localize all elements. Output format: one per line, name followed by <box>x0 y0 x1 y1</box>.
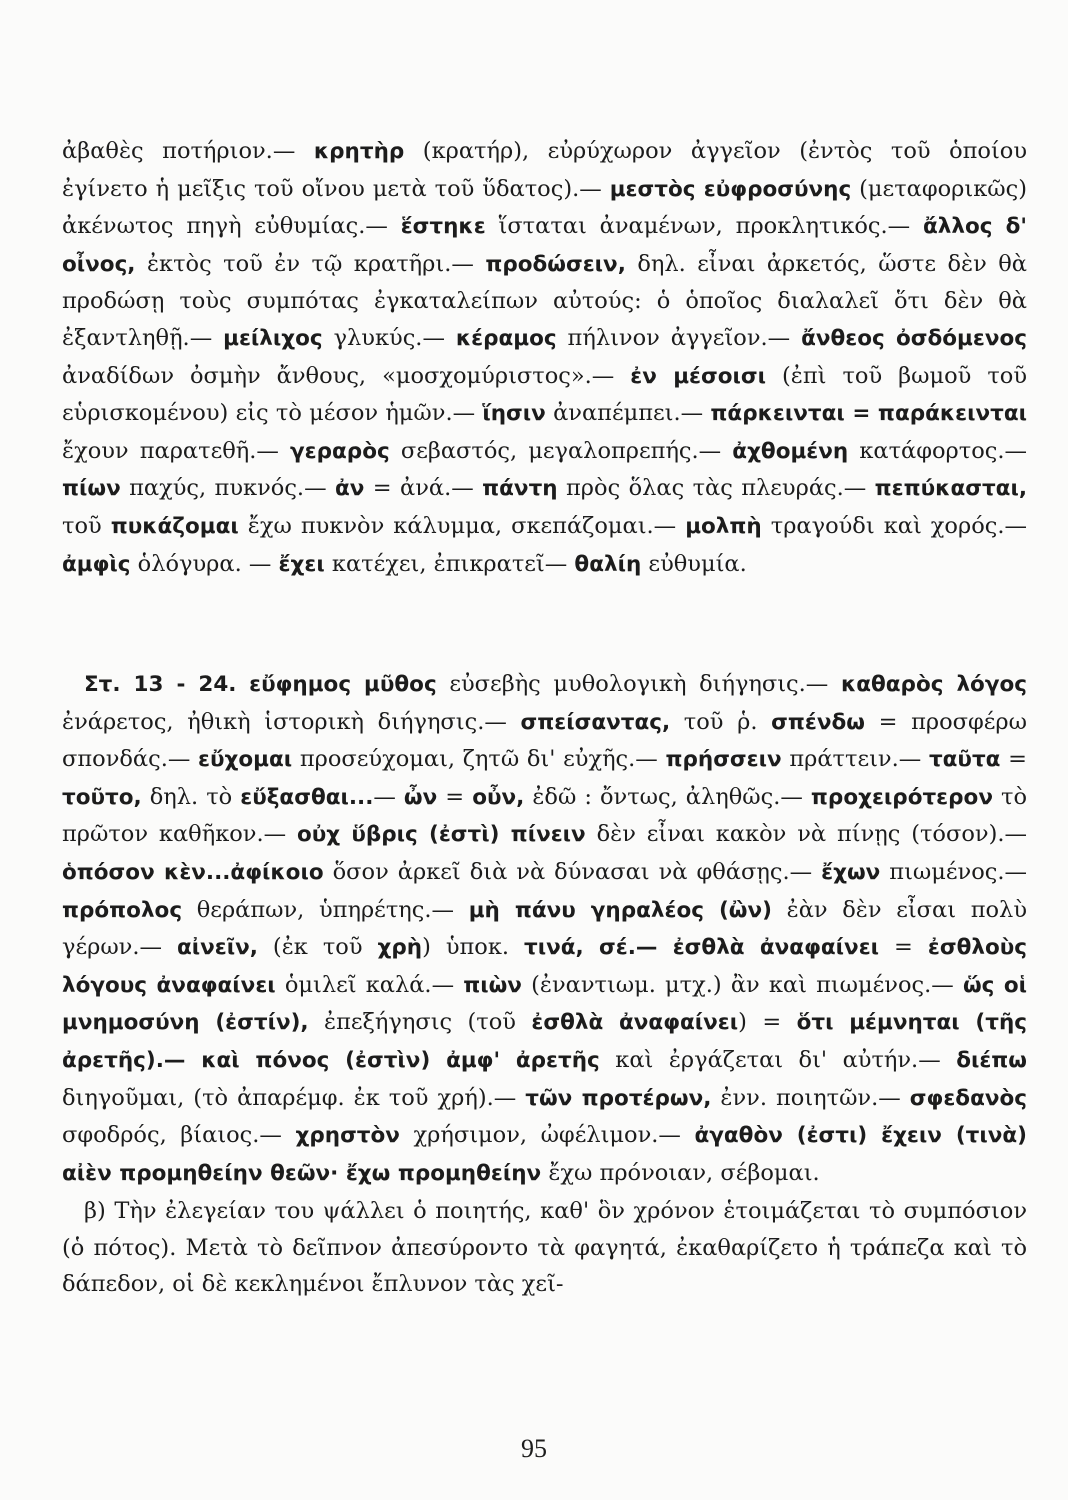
gloss-text: ἵσταται ἀναμένων, προκλητικός.— <box>485 213 923 240</box>
headword: χρηστὸν <box>295 1123 400 1149</box>
headword: ταῦτα <box>928 747 1001 773</box>
headword: ἵησιν <box>482 401 546 427</box>
headword: ὁπόσον κὲν...ἀφίκοιο <box>62 859 324 885</box>
headword: ἔχει <box>278 551 325 577</box>
headword: πρήσσειν <box>665 747 782 773</box>
headword: μὴ πάνυ γηραλέος (ὢν) <box>468 897 772 923</box>
gloss-text: δηλ. τὸ <box>141 783 241 810</box>
gloss-text: τοῦ <box>62 512 111 539</box>
headword: οὖν, <box>472 784 525 810</box>
headword: τῶν προτέρων, <box>525 1085 712 1111</box>
gloss-text: σεβαστός, μεγαλοπρεπής.— <box>389 437 733 464</box>
headword: τινά, σέ.— ἐσθλὰ ἀναφαίνει <box>524 935 880 961</box>
gloss-text: ἐνάρετος, ἠθικὴ ἱστορικὴ διήγησις.— <box>62 708 521 735</box>
glossary-paragraph-1 <box>62 133 1027 583</box>
headword: καθαρὸς λόγος <box>840 672 1027 697</box>
headword: εὔξασθαι... <box>240 784 374 810</box>
gloss-text: δηλ. εἶναι ἀρκετός, ὥστε δὲν θὰ προδώσῃ τοὺς συμπότας ἐγκαταλείπων αὐτούς: ὁ ὁποῖος διαλαλεῖ ὅτι δὲν θὰ ἐξαντληθῇ.— <box>62 250 1027 351</box>
paragraph-text <box>62 133 1027 583</box>
headword: θαλίη <box>574 551 642 577</box>
headword: οὐχ ὕβρις (ἐστὶ) πίνειν <box>297 822 586 848</box>
headword: πιὼν <box>463 972 522 998</box>
gloss-text <box>236 671 249 697</box>
headword: διέπω <box>956 1047 1027 1073</box>
gloss-text: τραγούδι καὶ χορός.— <box>761 512 1028 539</box>
gloss-text: πιωμένος.— <box>880 858 1027 885</box>
headword: ἄνθεος ὀσδόμενος <box>801 325 1027 351</box>
headword: ἄλλος δ' οἶνος, <box>62 214 1027 277</box>
headword: ἀν <box>334 476 365 502</box>
gloss-text: δὲν εἶναι κακὸν νὰ πίνῃς (τόσον).— <box>585 821 1027 848</box>
headword: Στ. 13 - 24. <box>84 672 237 697</box>
gloss-text: ὁλόγυρα. — <box>130 550 279 577</box>
headword: ἐν μέσοισι <box>630 363 767 389</box>
headword: ἀγαθὸν (ἐστι) ἔχειν (τινὰ) αἰὲν προμηθείην θεῶν· ἔχω προμηθείην <box>62 1123 1027 1186</box>
paragraph-text <box>62 1193 1027 1303</box>
gloss-text: = <box>1000 746 1027 773</box>
gloss-text: παχύς, πυκνός.— <box>120 475 335 502</box>
paragraph-text <box>62 666 1027 1192</box>
headword: προχειρότερον <box>810 784 993 810</box>
gloss-text: = ἀνά.— <box>364 475 483 502</box>
gloss-text: ἐὰν δὲν εἶσαι πολὺ γέρων.— <box>62 896 1027 961</box>
glossary-paragraph-2 <box>62 666 1027 1192</box>
gloss-text: ἐπεξήγησις (τοῦ <box>308 1009 532 1036</box>
headword: ἐσθλοὺς λόγους ἀναφαίνει <box>62 935 1027 998</box>
headword: σφεδανὸς <box>909 1085 1027 1111</box>
gloss-text: γλυκύς.— <box>322 324 456 351</box>
headword: ἀμφὶς <box>62 551 131 577</box>
gloss-text: θεράπων, ὑπηρέτης.— <box>182 896 469 923</box>
gloss-text: τοῦ ῥ. <box>670 708 772 735</box>
gloss-text: ἔχω πρόνοιαν, σέβομαι. <box>541 1159 820 1186</box>
gloss-text: προσεύχομαι, ζητῶ δι' εὐχῆς.— <box>292 746 666 773</box>
gloss-text: τὸ πρῶτον καθῆκον.— <box>62 783 1028 848</box>
headword: τοῦτο, <box>62 784 142 810</box>
gloss-text: = <box>879 934 928 961</box>
gloss-text: χρήσιμον, ὠφέλιμον.— <box>399 1122 695 1149</box>
gloss-text: πράττειν.— <box>781 746 929 773</box>
gloss-text: κατέχει, ἐπικρατεῖ— <box>324 550 575 577</box>
page-number: 95 <box>521 1434 547 1463</box>
gloss-text: κατάφορτος.— <box>848 437 1028 464</box>
headword: ἔχων <box>821 859 881 885</box>
gloss-text: ἐδῶ : ὄντως, ἀληθῶς.— <box>524 783 811 810</box>
gloss-text: (ἐπὶ τοῦ βωμοῦ τοῦ εὑρισκομένου) εἰς τὸ μέσον ἡμῶν.— <box>62 362 1027 427</box>
headword: μεστὸς εὐφροσύνης <box>609 176 852 202</box>
headword: χρὴ <box>377 935 423 961</box>
gloss-text: β) Τὴν ἐλεγείαν του ψάλλει ὁ ποιητής, καθ' ὃν χρόνον ἑτοιμάζεται τὸ συμπόσιον (ὁ πότος). Μετὰ τὸ δεῖπνον ἀπεσύροντο τὰ φαγητά, ἐκαθαρίζετο ἡ τράπεζα καὶ τὸ δάπεδον, οἱ δὲ κεκλημένοι ἔπλυνον τὰς χεῖ- <box>62 1198 1027 1298</box>
headword: αἰνεῖν, <box>177 935 258 961</box>
gloss-text: (ἐκ τοῦ <box>257 934 378 961</box>
headword: προδώσειν, <box>485 251 626 277</box>
headword: πάντη <box>482 476 558 502</box>
headword: μολπὴ <box>685 513 762 539</box>
gloss-text: ἀβαθὲς ποτήριον.— <box>62 138 314 164</box>
headword: πρόπολος <box>62 897 183 923</box>
gloss-text: ) ὑποκ. <box>422 934 525 961</box>
gloss-text: = <box>437 783 473 810</box>
gloss-text: — <box>373 783 404 810</box>
gloss-text: πήλινον ἀγγεῖον.— <box>556 324 802 351</box>
gloss-text: ἔχουν παρατεθῆ.— <box>62 437 291 464</box>
headword: πάρκεινται = παράκεινται <box>710 401 1028 427</box>
gloss-text: ὁμιλεῖ καλά.— <box>275 971 464 998</box>
gloss-text: (ἐναντιωμ. μτχ.) ἂν καὶ πιωμένος.— <box>521 971 963 998</box>
headword: σπείσαντας, <box>520 709 671 735</box>
gloss-text: (κρατήρ), εὐρύχωρον ἀγγεῖον (ἐντὸς τοῦ ὁποίου ἐγίνετο ἡ μεῖξις τοῦ οἴνου μετὰ τοῦ ὕδατος).— <box>62 138 1027 202</box>
gloss-text: εὐσεβὴς μυθολογικὴ διήγησις.— <box>436 671 841 697</box>
headword: πυκάζομαι <box>110 513 239 539</box>
gloss-text: διηγοῦμαι, (τὸ ἀπαρέμφ. ἐκ τοῦ χρή).— <box>62 1084 526 1111</box>
headword: πίων <box>62 476 121 502</box>
gloss-text: ) = <box>738 1009 797 1036</box>
headword: γεραρὸς <box>290 438 390 464</box>
gloss-text: ὅσον ἀρκεῖ διὰ νὰ δύνασαι νὰ φθάσῃς.— <box>323 858 822 885</box>
gloss-text: ἀναπέμπει.— <box>545 400 711 427</box>
gloss-text: ἐνν. ποιητῶν.— <box>711 1084 910 1111</box>
gloss-text: καὶ ἐργάζεται δι' αὐτήν.— <box>599 1046 957 1073</box>
headword: εὔχομαι <box>198 747 293 773</box>
headword: ὦν <box>403 784 438 810</box>
gloss-text: ἐκτὸς τοῦ ἐν τῷ κρατῆρι.— <box>135 250 486 277</box>
gloss-text: = προσφέρω σπονδάς.— <box>62 708 1027 773</box>
headword: ἐσθλὰ ἀναφαίνει <box>531 1010 739 1036</box>
headword: μείλιχος <box>223 325 323 351</box>
headword: σπένδω <box>771 709 865 735</box>
headword: ἕστηκε <box>400 214 486 240</box>
headword: πεπύκασται, <box>874 476 1027 502</box>
gloss-text: πρὸς ὅλας τὰς πλευράς.— <box>557 475 875 502</box>
headword: εὔφημος μῦθος <box>249 672 437 697</box>
headword: κρητὴρ <box>313 139 405 164</box>
gloss-text: εὐθυμία. <box>641 550 747 577</box>
commentary-paragraph <box>62 1193 1027 1303</box>
gloss-text: ἀναδίδων ὀσμὴν ἄνθους, «μοσχομύριστος».— <box>62 362 631 389</box>
gloss-text: σφοδρός, βίαιος.— <box>62 1122 296 1149</box>
gloss-text: (μεταφορικῶς) ἀκένωτος πηγὴ εὐθυμίας.— <box>62 175 1027 240</box>
headword: κέραμος <box>455 325 557 351</box>
headword: ὥς οἱ μνημοσύνη (ἐστίν), <box>62 972 1027 1036</box>
gloss-text: ἔχω πυκνὸν κάλυμμα, σκεπάζομαι.— <box>238 512 686 539</box>
headword: ὅτι μέμνηται (τῆς ἀρετῆς).— καὶ πόνος (ἐστὶν) ἀμφ' ἀρετῆς <box>62 1010 1027 1073</box>
headword: ἀχθομένη <box>732 438 849 464</box>
